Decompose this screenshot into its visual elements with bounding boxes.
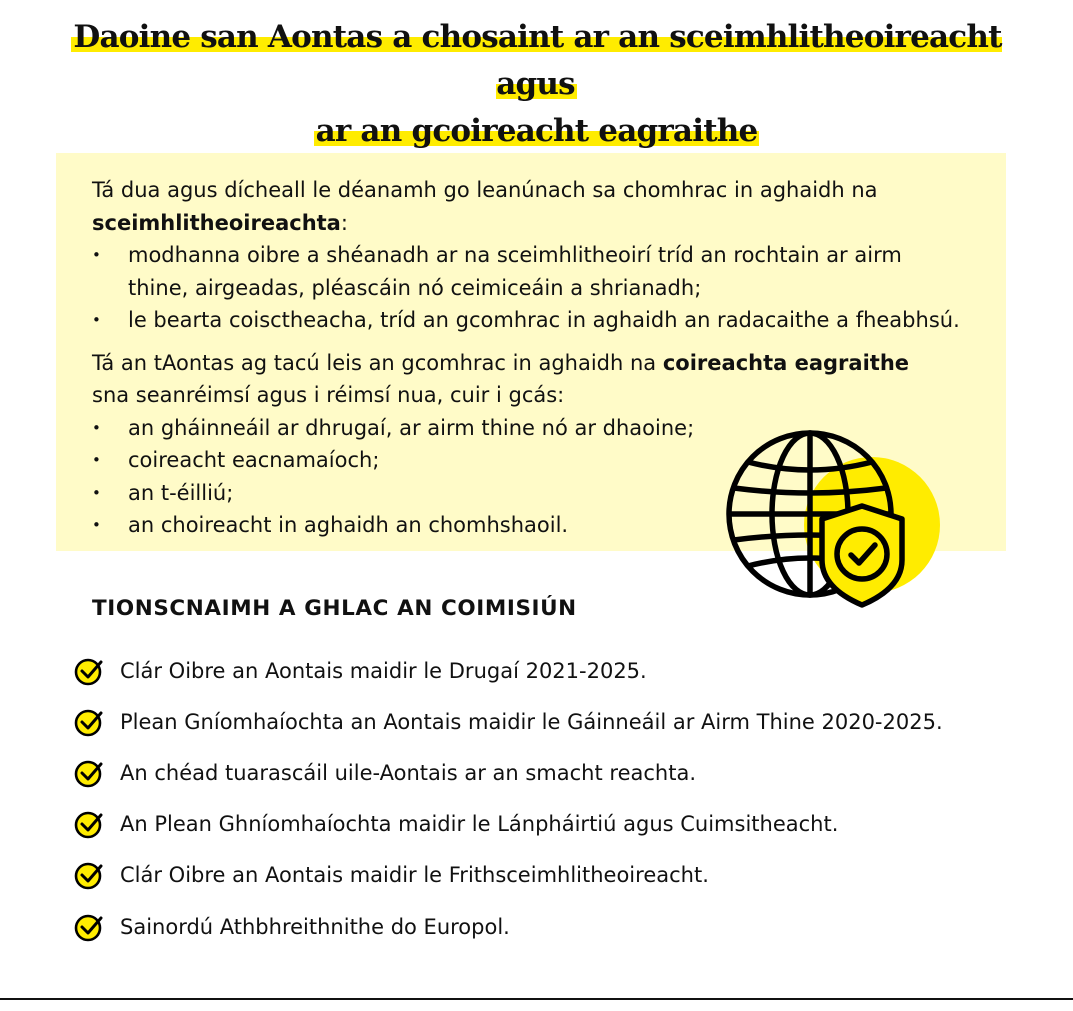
list-item: • coireacht eacnamaíoch; [92,444,1012,477]
organised-crime-emphasis: coireachta eagraithe [662,350,910,375]
check-circle-icon [73,706,105,738]
globe-shield-icon [722,428,944,610]
list-item: • le bearta coisctheacha, tríd an gcomhrac in aghaidh an radacaithe a fheabhsú. [92,304,1012,337]
check-circle-icon [73,808,105,840]
initiative-text: Plean Gníomhaíochta an Aontais maidir le Gáinneáil ar Airm Thine 2020-2025. [120,709,943,734]
list-item [73,645,943,696]
initiative-text: Sainordú Athbhreithnithe do Europol. [120,914,510,939]
divider [0,998,1073,1000]
title-line-2: ar an gcoireacht eagraithe [315,113,758,149]
list-item: • an choireacht in aghaidh an chomhshaoil. [92,509,1012,542]
initiative-text: An chéad tuarascáil uile-Aontais ar an smacht reachta. [120,760,696,785]
list-item: • modhanna oibre a shéanadh ar na sceimhlitheoirí tríd an rochtain ar airm thine, airgeadas, pléascáin nó ceimiceáin a shrianadh; [92,239,958,304]
organised-crime-intro: Tá an tAontas ag tacú leis an gcomhrac in aghaidh na coireachta eagraithe sna seanréimsí agus i réimsí nua, cuir i gcás: [92,350,910,407]
page-title [30,14,1043,155]
terrorism-bullets [92,239,1012,337]
initiative-text: An Plean Ghníomhaíochta maidir le Lánpháirtiú agus Cuimsitheacht. [120,812,839,837]
list-item [73,799,943,850]
list-item [73,747,943,798]
terrorism-emphasis: sceimhlitheoireachta [92,210,341,235]
initiative-text: Clár Oibre an Aontais maidir le Drugaí 2021-2025. [120,658,647,683]
list-item: • an t-éilliú; [92,477,1012,510]
list-item [73,696,943,747]
list-item [73,850,943,901]
check-circle-icon [73,859,105,891]
terrorism-intro: Tá dua agus dícheall le déanamh go leanúnach sa chomhrac in aghaidh na sceimhlitheoireachta: [92,178,878,235]
list-item: • an gháinneáil ar dhrugaí, ar airm thine nó ar dhaoine; [92,412,1012,445]
list-item [73,901,943,952]
initiatives-heading: TIONSCNAIMH A GHLAC AN COIMISIÚN [92,596,577,621]
initiative-text: Clár Oibre an Aontais maidir le Frithsceimhlitheoireacht. [120,863,709,888]
initiatives-list [73,645,943,952]
check-circle-icon [73,911,105,943]
title-line-1: Daoine san Aontas a chosaint ar an sceimhlitheoireacht agus [73,19,1002,102]
check-circle-icon [73,757,105,789]
check-circle-icon [73,655,105,687]
